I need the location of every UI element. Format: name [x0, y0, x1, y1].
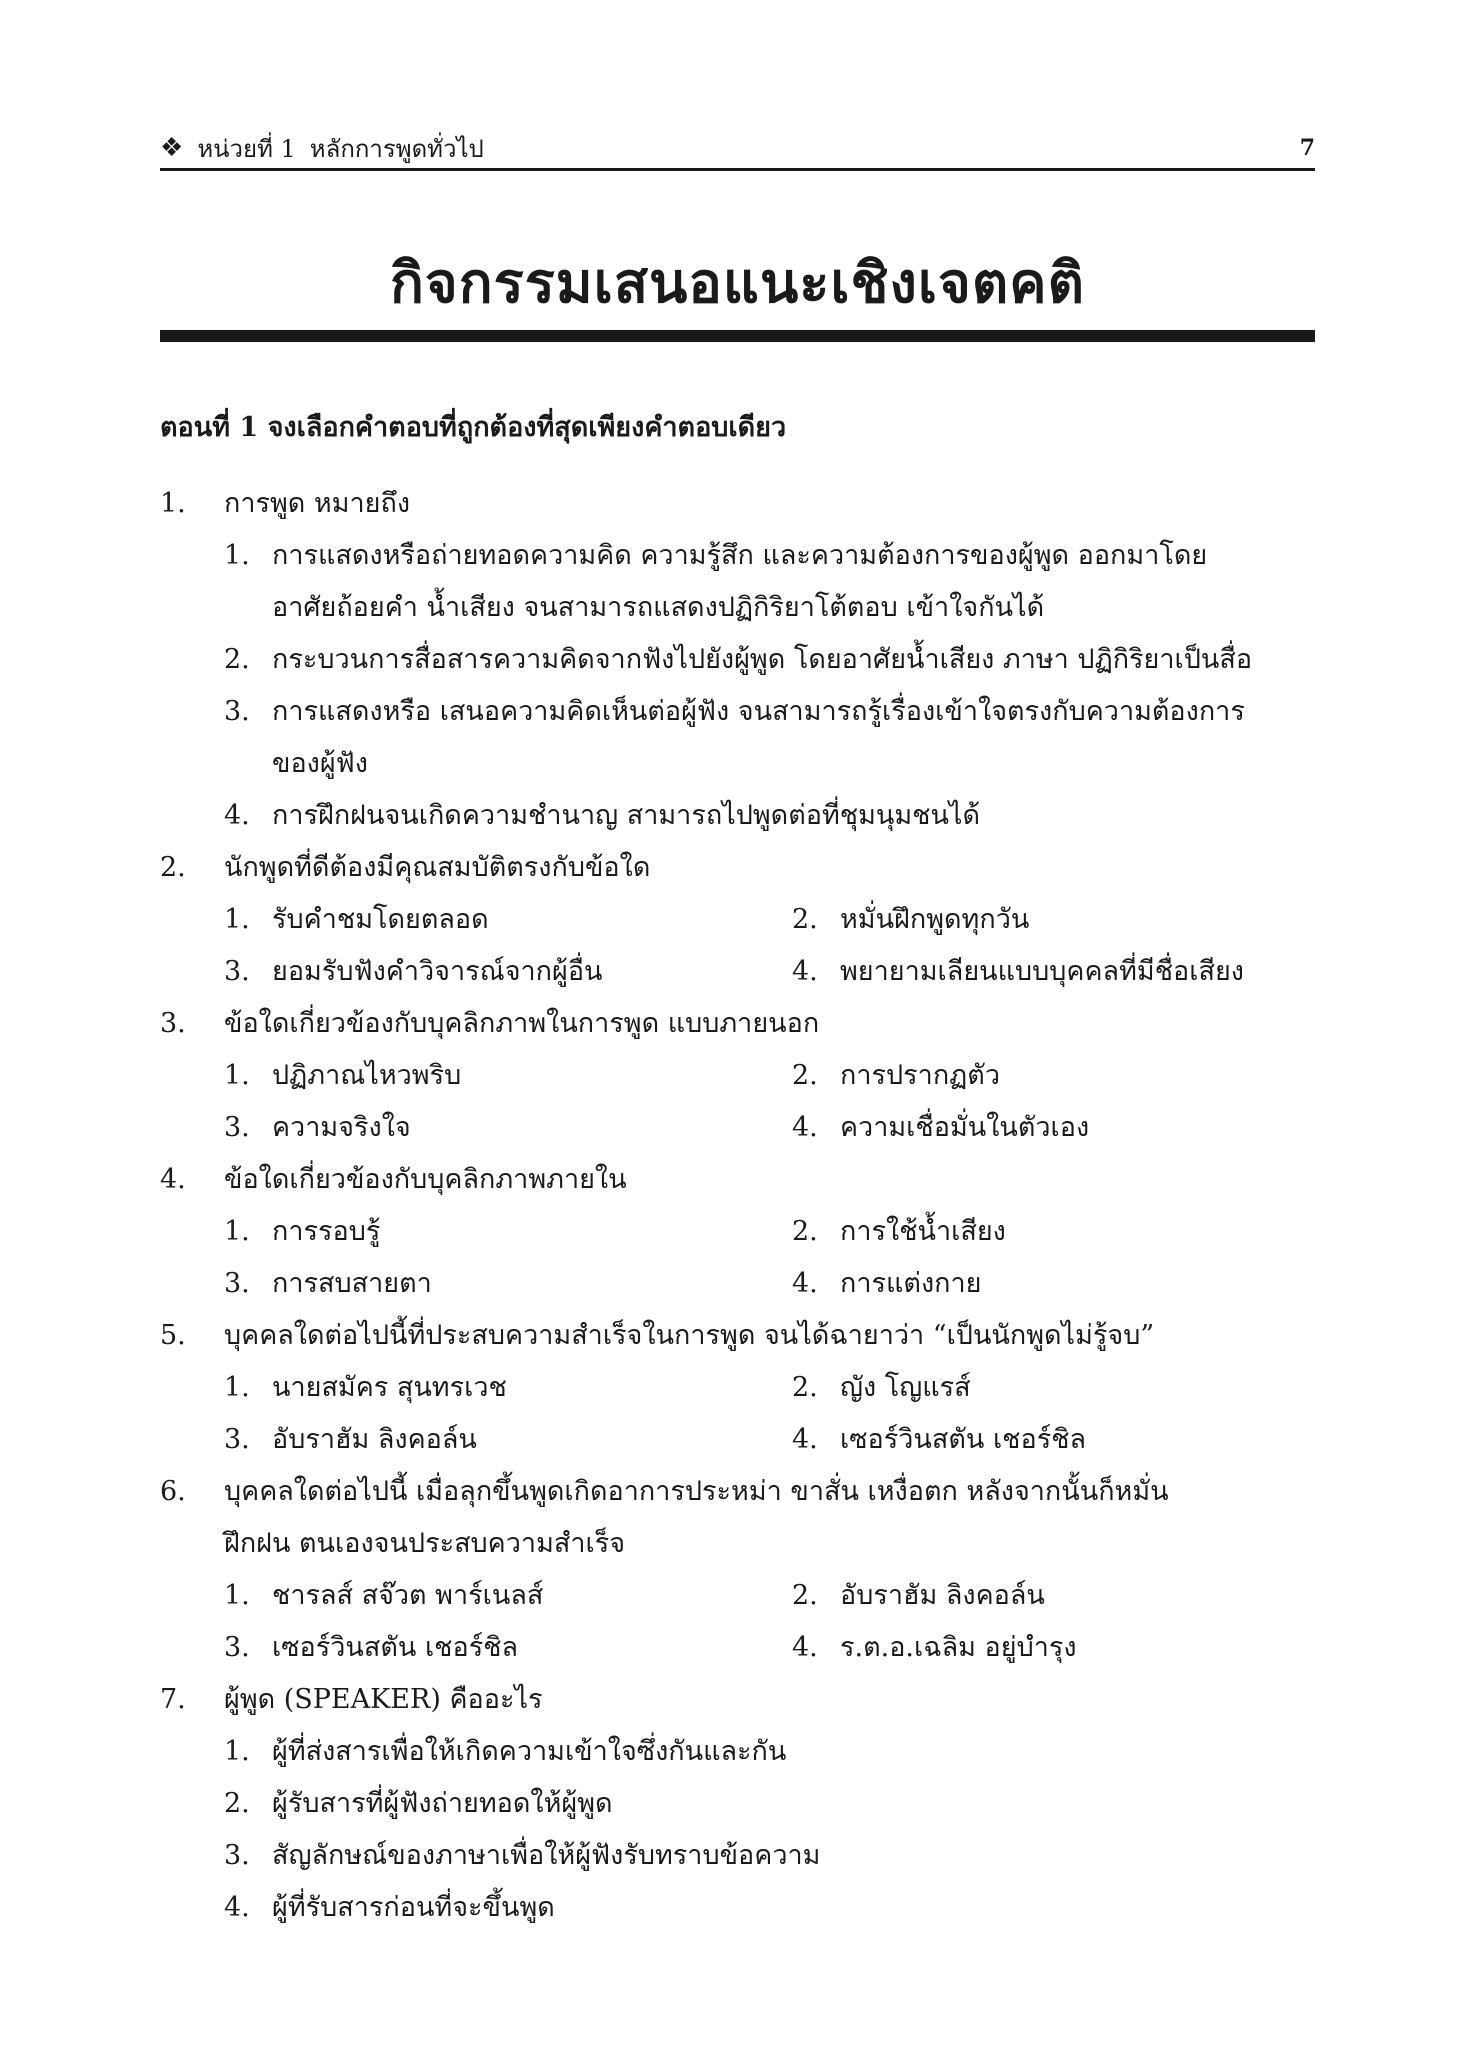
option-number: 2.: [792, 904, 818, 935]
option-number: 2.: [224, 644, 250, 675]
option-text: การปรากฏตัว: [840, 1060, 1000, 1091]
question-number: 7.: [160, 1684, 186, 1715]
question-number: 5.: [160, 1320, 186, 1351]
question: [160, 998, 1320, 1154]
option: [792, 1102, 1320, 1154]
option: [224, 530, 1320, 582]
option-text: ชารลส์ สจ๊วต พาร์เนลส์: [272, 1580, 544, 1611]
option-text-continued: อาศัยถ้อยคำ น้ำเสียง จนสามารถแสดงปฏิกิริยาโต้ตอบ เข้าใจกันได้: [272, 592, 1045, 623]
unit-label: หน่วยที่ 1: [197, 134, 296, 163]
option: [792, 946, 1320, 998]
option-text-continued: ของผู้ฟัง: [272, 748, 368, 779]
option-number: 4.: [792, 956, 818, 987]
option: [224, 1414, 792, 1466]
question-number: 1.: [160, 488, 186, 519]
option-text: เซอร์วินสตัน เชอร์ชิล: [840, 1424, 1087, 1455]
option: [224, 1778, 1320, 1830]
option: [224, 686, 1320, 738]
page-title: กิจกรรมเสนอแนะเชิงเจตคติ: [389, 250, 1086, 316]
option-text: ผู้ที่รับสารก่อนที่จะขึ้นพูด: [272, 1892, 555, 1923]
option-text: หมั่นฝึกพูดทุกวัน: [840, 904, 1030, 935]
question-text: ข้อใดเกี่ยวข้องกับบุคลิกภาพในการพูด แบบภายนอก: [224, 1008, 820, 1039]
option: [792, 1206, 1320, 1258]
running-header: [160, 128, 1315, 171]
question-text: ข้อใดเกี่ยวข้องกับบุคลิกภาพภายใน: [224, 1164, 627, 1195]
option: [224, 1206, 792, 1258]
question: [160, 1674, 1320, 1934]
option-text: ผู้ที่ส่งสารเพื่อให้เกิดความเข้าใจซึ่งกันและกัน: [272, 1736, 787, 1767]
question: [160, 1154, 1320, 1310]
option-list: [224, 530, 1320, 842]
question-text: บุคคลใดต่อไปนี้ที่ประสบความสำเร็จในการพูด จนได้ฉายาว่า “เป็นนักพูดไม่รู้จบ”: [224, 1320, 1155, 1351]
option: [792, 1414, 1320, 1466]
option-number: 3.: [224, 956, 250, 987]
option-number: 2.: [792, 1060, 818, 1091]
option-number: 4.: [224, 800, 250, 831]
question-number: 3.: [160, 1008, 186, 1039]
option-text: ยอมรับฟังคำวิจารณ์จากผู้อื่น: [272, 956, 603, 987]
option-number: 2.: [792, 1372, 818, 1403]
option-text: การแสดงหรือ เสนอความคิดเห็นต่อผู้ฟัง จนสามารถรู้เรื่องเข้าใจตรงกับความต้องการ: [272, 696, 1245, 727]
part-instruction: ตอนที่ 1 จงเลือกคำตอบที่ถูกต้องที่สุดเพียงคำตอบเดียว: [160, 412, 787, 443]
option-number: 3.: [224, 1632, 250, 1663]
option: [224, 1882, 1320, 1934]
question-text-continued: ฝึกฝน ตนเองจนประสบความสำเร็จ: [224, 1528, 626, 1559]
option-number: 1.: [224, 1736, 250, 1767]
option: [224, 894, 792, 946]
option-text: อับราฮัม ลิงคอล์น: [840, 1580, 1045, 1611]
option-text: การฝึกฝนจนเกิดความชำนาญ สามารถไปพูดต่อที่ชุมนุมชนได้: [272, 800, 981, 831]
option: [224, 946, 792, 998]
option-text: กระบวนการสื่อสารความคิดจากฟังไปยังผู้พูด โดยอาศัยน้ำเสียง ภาษา ปฏิกิริยาเป็นสื่อ: [272, 644, 1253, 675]
unit-title: หลักการพูดทั่วไป: [309, 134, 484, 163]
option-number: 1.: [224, 1216, 250, 1247]
option-grid: [224, 1206, 1320, 1310]
option-text: เซอร์วินสตัน เชอร์ชิล: [272, 1632, 519, 1663]
header-left: [160, 129, 484, 168]
option-number: 3.: [224, 696, 250, 727]
option: [224, 1726, 1320, 1778]
option-number: 2.: [792, 1580, 818, 1611]
option: [792, 1362, 1320, 1414]
option-text: พยายามเลียนแบบบุคคลที่มีชื่อเสียง: [840, 956, 1244, 987]
option: [792, 1622, 1320, 1674]
question-number: 2.: [160, 852, 186, 883]
option-number: 1.: [224, 1060, 250, 1091]
option-text: สัญลักษณ์ของภาษาเพื่อให้ผู้ฟังรับทราบข้อความ: [272, 1840, 821, 1871]
question-text: การพูด หมายถึง: [224, 488, 411, 519]
option-number: 3.: [224, 1268, 250, 1299]
option-text: ความเชื่อมั่นในตัวเอง: [840, 1112, 1090, 1143]
option: [224, 1622, 792, 1674]
option-number: 4.: [792, 1112, 818, 1143]
option-number: 3.: [224, 1840, 250, 1871]
option: [224, 1102, 792, 1154]
option: [224, 634, 1320, 686]
option-text: การใช้น้ำเสียง: [840, 1216, 1006, 1247]
option-number: 3.: [224, 1112, 250, 1143]
option-number: 2.: [224, 1788, 250, 1819]
question-text: ผู้พูด (SPEAKER) คืออะไร: [224, 1684, 543, 1715]
option-text: การแต่งกาย: [840, 1268, 982, 1299]
option-number: 4.: [224, 1892, 250, 1923]
diamond-bullet-icon: ❖: [160, 133, 184, 163]
option: [792, 1570, 1320, 1622]
option-text: การสบสายตา: [272, 1268, 432, 1299]
option-text: ความจริงใจ: [272, 1112, 411, 1143]
option-text: ปฏิภาณไหวพริบ: [272, 1060, 462, 1091]
option: [224, 1258, 792, 1310]
option-number: 1.: [224, 1580, 250, 1611]
option-text: การรอบรู้: [272, 1216, 381, 1247]
option-number: 4.: [792, 1632, 818, 1663]
option: [224, 1570, 792, 1622]
question-number: 4.: [160, 1164, 186, 1195]
option: [792, 1258, 1320, 1310]
option-text: ร.ต.อ.เฉลิม อยู่บำรุง: [840, 1632, 1077, 1663]
option-number: 3.: [224, 1424, 250, 1455]
option: [224, 1830, 1320, 1882]
option-grid: [224, 1570, 1320, 1674]
option: [224, 1050, 792, 1102]
question-number: 6.: [160, 1476, 186, 1507]
question-text: นักพูดที่ดีต้องมีคุณสมบัติตรงกับข้อใด: [224, 852, 651, 883]
option: [792, 1050, 1320, 1102]
option-grid: [224, 1050, 1320, 1154]
option-number: 1.: [224, 1372, 250, 1403]
option-list: [224, 1726, 1320, 1934]
question: [160, 478, 1320, 842]
option: [224, 790, 1320, 842]
question-text: บุคคลใดต่อไปนี้ เมื่อลุกขึ้นพูดเกิดอาการประหม่า ขาสั่น เหงื่อตก หลังจากนั้นก็หมั่น: [224, 1476, 1169, 1507]
option-grid: [224, 894, 1320, 998]
title-rule: [160, 330, 1315, 342]
option-number: 2.: [792, 1216, 818, 1247]
question: [160, 842, 1320, 998]
page-number: 7: [1299, 135, 1315, 161]
option-number: 4.: [792, 1268, 818, 1299]
option-text: รับคำชมโดยตลอด: [272, 904, 489, 935]
option-text: ญัง โญแรส์: [840, 1372, 971, 1403]
option-number: 1.: [224, 540, 250, 571]
question: [160, 1310, 1320, 1466]
question-list: [160, 478, 1320, 1934]
option-text: นายสมัคร สุนทรเวช: [272, 1372, 507, 1403]
option-grid: [224, 1362, 1320, 1466]
option-text: ผู้รับสารที่ผู้ฟังถ่ายทอดให้ผู้พูด: [272, 1788, 613, 1819]
option-text: การแสดงหรือถ่ายทอดความคิด ความรู้สึก และความต้องการของผู้พูด ออกมาโดย: [272, 540, 1208, 571]
option-number: 4.: [792, 1424, 818, 1455]
option: [224, 1362, 792, 1414]
question: [160, 1466, 1320, 1674]
option-text: อับราฮัม ลิงคอล์น: [272, 1424, 477, 1455]
option: [792, 894, 1320, 946]
option-number: 1.: [224, 904, 250, 935]
